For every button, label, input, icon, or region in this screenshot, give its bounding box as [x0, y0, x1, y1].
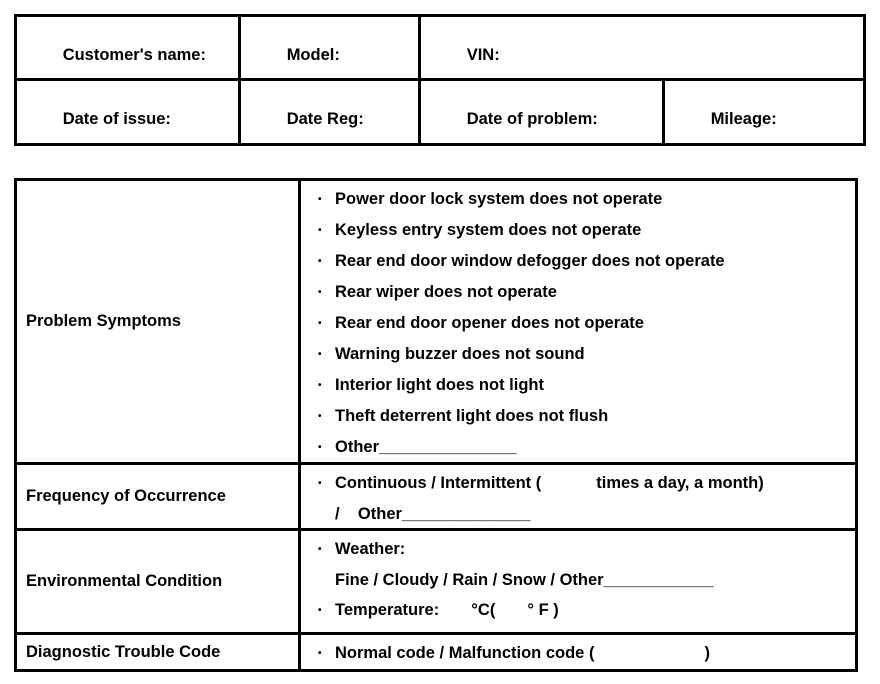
bullet-icon: •: [318, 287, 322, 298]
weather-item: [318, 534, 855, 565]
symptom-item: [318, 215, 855, 246]
dtc-label-cell: [17, 632, 298, 669]
vin-label: VIN:: [466, 46, 500, 64]
symptom-item-other: [318, 432, 855, 462]
frequency-option-text: Continuous / Intermittent ( times a day, a month): [335, 474, 764, 492]
problem-symptoms-label-cell: [17, 181, 298, 462]
problem-symptoms-content-cell: [298, 181, 855, 462]
bullet-icon: •: [318, 411, 322, 422]
symptom-item: [318, 401, 855, 432]
bullet-icon: •: [318, 349, 322, 360]
environment-label-cell: [17, 528, 298, 632]
vin-cell: [418, 17, 863, 78]
symptom-item-text: Rear end door opener does not operate: [335, 314, 644, 332]
symptom-item-text: Power door lock system does not operate: [335, 190, 663, 208]
bullet-icon: •: [318, 380, 322, 391]
weather-options-text: Fine / Cloudy / Rain / Snow / Other____________: [335, 571, 714, 589]
bullet-icon: •: [318, 648, 322, 659]
customer-info-row-2: [17, 78, 863, 146]
mileage-label: Mileage:: [710, 110, 777, 128]
bullet-icon: •: [318, 256, 322, 267]
customer-info-table: [14, 14, 866, 146]
bullet-icon: •: [318, 225, 322, 236]
weather-label: Weather:: [335, 540, 406, 558]
symptom-item-text: Other_______________: [335, 438, 517, 456]
symptom-item: [318, 246, 855, 277]
customer-name-label: Customer's name:: [62, 46, 206, 64]
mileage-cell: [662, 81, 863, 146]
model-cell: [238, 17, 418, 78]
bullet-icon: •: [318, 478, 322, 489]
frequency-label-cell: [17, 462, 298, 528]
symptom-item: [318, 277, 855, 308]
dtc-option: [318, 638, 855, 669]
frequency-label: Frequency of Occurrence: [26, 487, 226, 505]
model-label: Model:: [286, 46, 340, 64]
symptom-item-text: Theft deterrent light does not flush: [335, 407, 609, 425]
frequency-content-cell: [298, 462, 855, 528]
environment-content-cell: [298, 528, 855, 632]
date-of-issue-label: Date of issue:: [62, 110, 171, 128]
frequency-option: [318, 468, 855, 499]
dtc-option-text: Normal code / Malfunction code ( ): [335, 644, 710, 662]
bullet-icon: •: [318, 318, 322, 329]
symptom-item: [318, 339, 855, 370]
symptom-item: [318, 184, 855, 215]
symptom-item-text: Rear wiper does not operate: [335, 283, 557, 301]
customer-info-row-1: [17, 17, 863, 78]
symptom-item-text: Rear end door window defogger does not operate: [335, 252, 725, 270]
dtc-label: Diagnostic Trouble Code: [26, 642, 221, 661]
bullet-icon: •: [318, 442, 322, 453]
problem-symptoms-label: Problem Symptoms: [26, 312, 181, 330]
environment-label: Environmental Condition: [26, 572, 223, 590]
date-reg-label: Date Reg:: [286, 110, 364, 128]
weather-options: [318, 565, 855, 595]
symptom-item-text: Keyless entry system does not operate: [335, 221, 642, 239]
temperature-item: [318, 595, 855, 626]
date-of-problem-label: Date of problem:: [466, 110, 598, 128]
dtc-content-cell: [298, 632, 855, 669]
symptom-item: [318, 308, 855, 339]
date-of-problem-cell: [418, 81, 662, 146]
bullet-icon: •: [318, 194, 322, 205]
frequency-option-other: [318, 499, 855, 528]
symptom-item-text: Warning buzzer does not sound: [335, 345, 585, 363]
frequency-other-text: / Other______________: [335, 505, 531, 523]
temperature-text: Temperature: °C( ° F ): [335, 601, 559, 619]
symptom-item-text: Interior light does not light: [335, 376, 544, 394]
date-reg-cell: [238, 81, 418, 146]
symptom-item: [318, 370, 855, 401]
date-of-issue-cell: [17, 81, 238, 146]
bullet-icon: •: [318, 605, 322, 616]
customer-name-cell: [17, 17, 238, 78]
bullet-icon: •: [318, 544, 322, 555]
problem-details-table: [14, 178, 858, 672]
